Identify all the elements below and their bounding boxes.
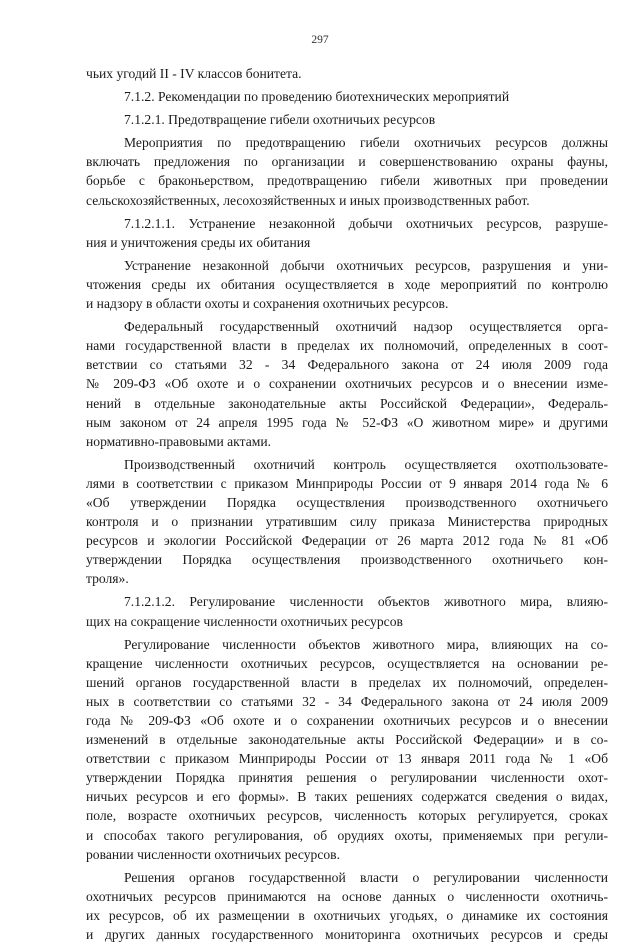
paragraph bbox=[86, 317, 608, 451]
text-line: ровании численности охотничьих ресурсов. bbox=[86, 846, 340, 862]
text-line: ресурсов и экологии Российской Федерации от 26 марта 2012 года № 81 «Об bbox=[86, 533, 608, 549]
paragraph bbox=[86, 256, 608, 313]
text-line: охотничьих ресурсов принимаются на основе данных о численности охотничь- bbox=[86, 888, 608, 904]
text-line: 7.1.2.1. Предотвращение гибели охотничьих ресурсов bbox=[124, 112, 436, 128]
text-line: чьих угодий II - IV классов бонитета. bbox=[86, 66, 302, 81]
text-line: и надзору в области охоты и сохранения охотничьих ресурсов. bbox=[86, 296, 449, 312]
text-line: ных в соответствии со статьями 32 - 34 Федерального закона от 24 июля 2009 bbox=[86, 693, 608, 709]
text-line: включать предложения по организации и совершенствованию охраны фауны, bbox=[86, 154, 608, 170]
text-line: сельскохозяйственных, лесохозяйственных и иных производственных работ. bbox=[86, 192, 530, 208]
section-heading bbox=[86, 592, 608, 630]
text-line: изменений в отдельные законодательные акты Российской Федерации» и в со- bbox=[86, 732, 608, 748]
text-line: года № 209-ФЗ «Об охоте и о сохранении охотничьих ресурсов и о внесении bbox=[86, 713, 608, 728]
text-line: ответствии с приказом Минприроды России от 13 января 2011 года № 1 «Об bbox=[86, 751, 608, 767]
text-line: Федеральный государственный охотничий надзор осуществляется орга- bbox=[124, 319, 608, 335]
text-line: борьбе с браконьерством, предотвращению гибели животных при проведении bbox=[86, 173, 608, 189]
paragraph bbox=[86, 455, 608, 589]
text-line: щих на сокращение численности охотничьих ресурсов bbox=[86, 613, 403, 629]
paragraph bbox=[86, 868, 608, 944]
text-line: Мероприятия по предотвращению гибели охотничьих ресурсов должны bbox=[124, 135, 608, 151]
text-line: № 209-ФЗ «Об охоте и о сохранении охотничьих ресурсов и о внесении изме- bbox=[86, 376, 608, 392]
text-line: кращение численности охотничьих ресурсов, осуществляется на основании ре- bbox=[86, 655, 608, 671]
paragraph bbox=[86, 635, 608, 864]
section-heading bbox=[86, 214, 608, 252]
text-line: троля». bbox=[86, 571, 129, 587]
text-line: ветствии со статьями 32 - 34 Федерального закона от 24 июля 2009 года bbox=[86, 357, 608, 373]
paragraph bbox=[86, 64, 608, 83]
text-line: шений органов государственной власти в пределах их полномочий, определен- bbox=[86, 674, 608, 690]
text-line: 7.1.2.1.2. Регулирование численности объектов животного мира, влияю- bbox=[124, 594, 608, 610]
text-line: ничьих ресурсов и его формы». В таких решениях содержатся сведения о видах, bbox=[86, 789, 608, 805]
text-line: Решения органов государственной власти о регулировании численности bbox=[124, 869, 608, 885]
text-line: ным законом от 24 апреля 1995 года № 52-ФЗ «О животном мире» и другими bbox=[86, 414, 608, 430]
page-number: 297 bbox=[311, 34, 329, 46]
text-line: контроля и о признании утратившим силу приказа Министерства природных bbox=[86, 514, 608, 530]
text-line: их ресурсов, об их размещении в охотничьих угодьях, о динамике их состояния bbox=[86, 907, 608, 923]
paragraph bbox=[86, 133, 608, 209]
section-heading bbox=[86, 87, 608, 106]
text-line: нами государственной власти в пределах их полномочий, определенных в соот- bbox=[86, 338, 608, 354]
text-line: утверждении Порядка осуществления производственного охотничьего кон- bbox=[86, 552, 608, 568]
text-line: лями в соответствии с приказом Минприроды России от 9 января 2014 года № 6 bbox=[86, 475, 608, 491]
text-line: 7.1.2. Рекомендации по проведению биотехнических мероприятий bbox=[124, 89, 510, 105]
text-line: «Об утверждении Порядка осуществления производственного охотничьего bbox=[86, 494, 608, 510]
text-line: Регулирование численности объектов животного мира, влияющих на со- bbox=[124, 636, 608, 652]
document-body bbox=[86, 64, 608, 944]
text-line: нений в отдельные законодательные акты Российской Федерации», Федераль- bbox=[86, 395, 608, 411]
text-line: и способах такого регулирования, об орудиях охоты, применяемых при регули- bbox=[86, 827, 608, 843]
text-line: поле, возрасте охотничьих ресурсов, численность которых регулируется, сроках bbox=[86, 808, 608, 824]
text-line: ния и уничтожения среды их обитания bbox=[86, 234, 311, 250]
section-heading bbox=[86, 110, 608, 129]
text-line: нормативно-правовыми актами. bbox=[86, 433, 272, 449]
text-line: Устранение незаконной добычи охотничьих ресурсов, разрушения и уни- bbox=[124, 257, 608, 273]
text-line: 7.1.2.1.1. Устранение незаконной добычи охотничьих ресурсов, разруше- bbox=[124, 215, 608, 231]
text-line: чтожения среды их обитания осуществляется в ходе мероприятий по контролю bbox=[86, 276, 608, 292]
text-line: утверждении Порядка принятия решения о регулировании численности охот- bbox=[86, 770, 608, 786]
text-line: и других данных государственного мониторинга охотничьих ресурсов и среды bbox=[86, 927, 608, 943]
text-line: Производственный охотничий контроль осуществляется охотпользовате- bbox=[124, 456, 608, 472]
